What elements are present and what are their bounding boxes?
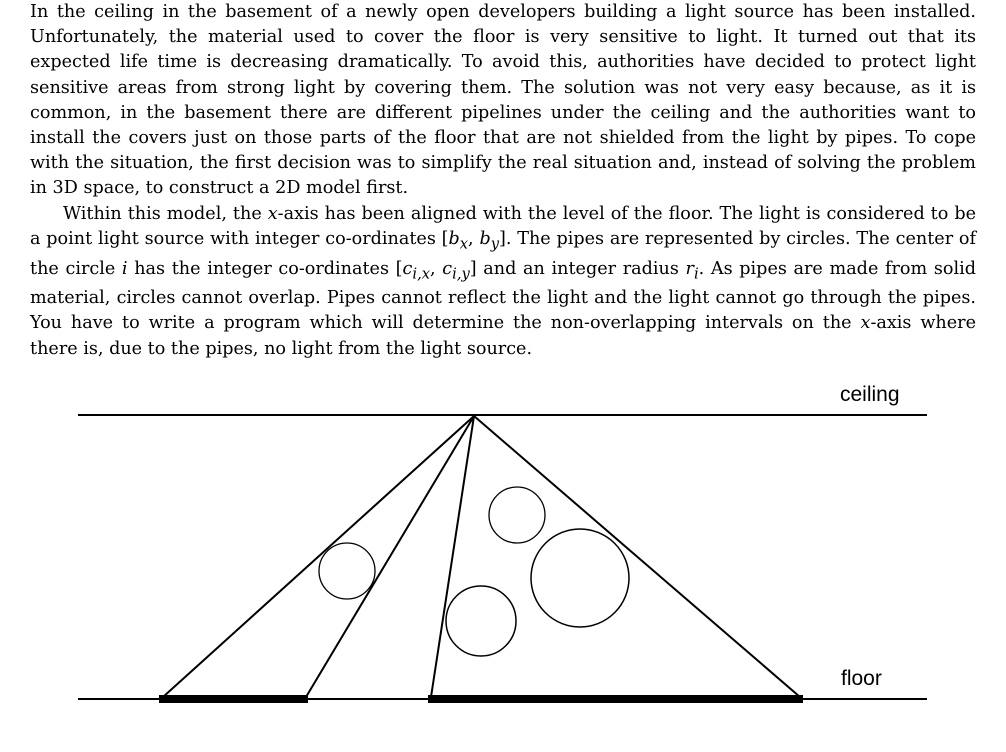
figure-svg [0,370,1006,752]
paragraph-1: In the ceiling in the basement of a newly open developers building a light source has been installed. Unfortunately, the material used to cover the floor is very sensitive to light. It turned out that its expected life time is decreasing dramatically. To avoid this, authorities have decided to protect light sensitive areas from strong light by covering them. The solution was not very easy because, as it is common, in the basement there are different pipelines under the ceiling and the authorities want to install the covers just on those parts of the floor that are not shielded from the light by pipes. To cope with the situation, the first decision was to simplify the real situation and, instead of solving the problem in 3D space, to construct a 2D model first. [30,2,976,199]
math-x: x [267,203,278,224]
p2-text-6: . As pipes are made from solid material, circles cannot overlap. Pipes cannot reflect the light and the light cannot go through the pipes. You have to write a program which will determine the non-overlapping intervals on the [30,258,977,334]
p2-text-2: -axis has been aligned with the level of the floor. The light is considered to be a point light source with integer co-ordinates [ [30,203,976,249]
math-i: i [121,258,128,279]
math-sub-ix: i,x [412,265,431,283]
paragraph-2 [30,202,976,362]
math-c: c [402,258,413,279]
problem-statement [30,0,976,362]
math-r: r [685,258,694,279]
light-ray [431,416,474,697]
pipe-circle [446,586,516,656]
math-sub-y: y [490,235,499,253]
p2-comma: , [430,258,443,279]
p2-text-5: ] and an integer radius [469,258,686,279]
light-ray [306,416,474,697]
pipe-circle [489,487,545,543]
math-sub-iy: i,y [452,265,470,283]
math-sub-x: x [459,235,469,253]
p2-text-4: has the integer co-ordinates [ [127,258,403,279]
math-x: x [860,313,871,334]
shadow-interval-left [159,695,308,703]
math-c: c [442,258,453,279]
floor-label: floor [841,667,882,690]
pipe-circle [319,543,375,599]
shadow-interval-right [428,695,803,703]
p2-text-1: Within this model, the [63,203,268,224]
math-sub-i: i [693,265,699,283]
p2-text-7: -axis where there is, due to the pipes, no light from the light source. [30,313,976,359]
pipe-circle [531,529,629,627]
light-ray [163,416,474,697]
math-b: b [448,228,460,249]
p2-text-3: ]. The pipes are represented by circles. The center of the circle [30,228,977,279]
light-ray [474,416,800,697]
p2-comma: , [468,228,480,249]
ceiling-label: ceiling [840,383,900,406]
light-pipes-figure [0,370,1006,752]
math-b: b [479,228,491,249]
